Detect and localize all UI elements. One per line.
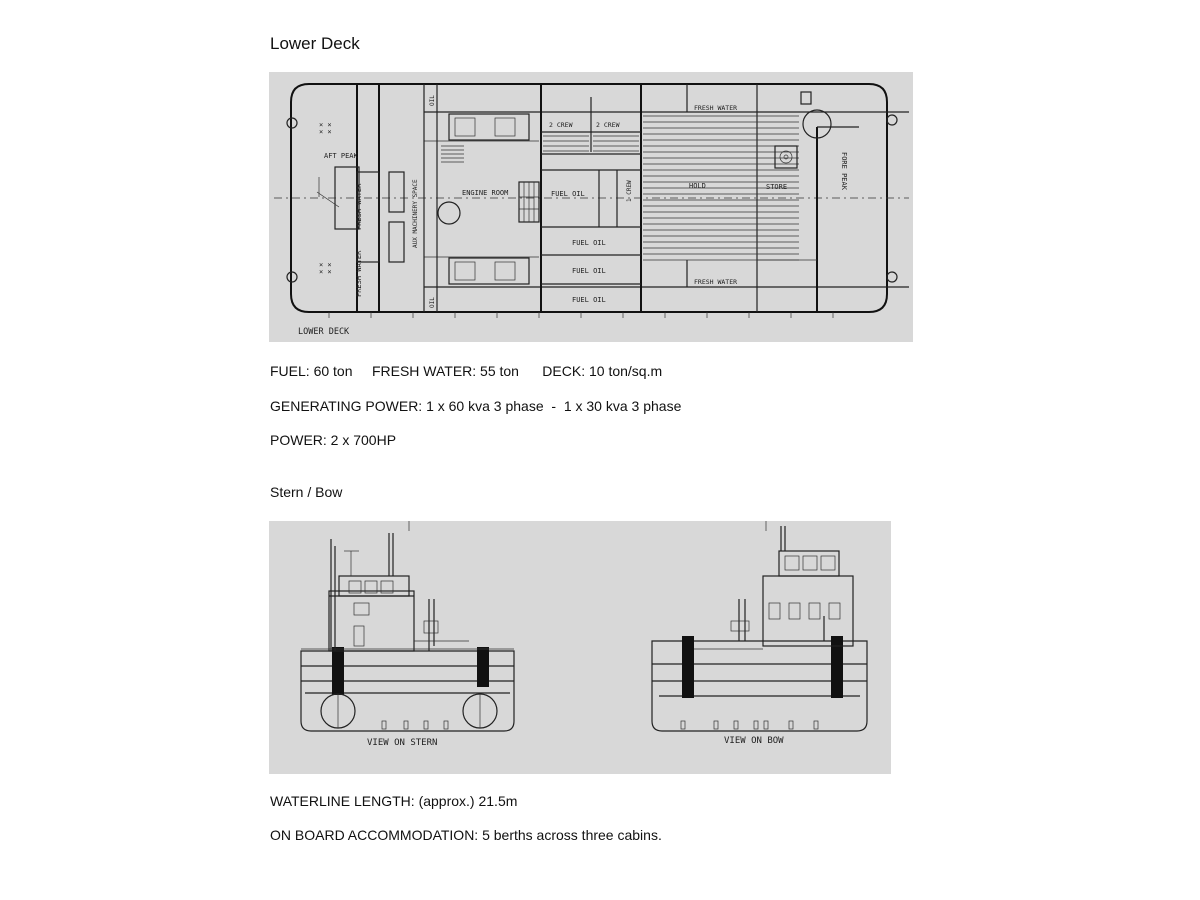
room-fresh-water-aft-1: FRESH WATER [355, 183, 363, 230]
room-fresh-water-aft-2: FRESH WATER [355, 250, 363, 297]
stern-bow-drawing [269, 521, 891, 774]
room-engine-room: ENGINE ROOM [462, 189, 509, 197]
onboard-accommodation: ON BOARD ACCOMMODATION: 5 berths across three cabins. [270, 827, 662, 843]
room-oil-2: OIL [429, 297, 436, 308]
stern-bow-title: Stern / Bow [270, 484, 343, 500]
stern-caption: VIEW ON STERN [367, 738, 438, 748]
spec-fuel-water-deck: FUEL: 60 ton FRESH WATER: 55 ton DECK: 10 ton/sq.m [270, 363, 663, 379]
spec-generating-power: GENERATING POWER: 1 x 60 kva 3 phase - 1 x 30 kva 3 phase [270, 398, 682, 414]
room-fuel-oil-1: FUEL OIL [551, 190, 585, 198]
lower-deck-title: Lower Deck [270, 34, 360, 53]
lower-deck-plan [269, 72, 913, 342]
room-oil-1: OIL [429, 95, 436, 106]
room-fresh-water-fwd-1: FRESH WATER [694, 104, 738, 112]
room-crew-3: 1 CREW [626, 180, 633, 202]
bow-caption: VIEW ON BOW [724, 736, 784, 746]
stern-view [301, 521, 514, 748]
svg-text:× ×: × × [319, 128, 332, 136]
room-aux-machinery: AUX MACHINERY SPACE [412, 179, 419, 248]
room-crew-1: 2 CREW [549, 121, 573, 129]
spec-power: POWER: 2 x 700HP [270, 432, 397, 448]
svg-text:× ×: × × [319, 268, 332, 276]
bow-view [652, 521, 867, 746]
svg-text:× ×: × × [319, 121, 332, 129]
stern-bow-elevations [269, 521, 891, 774]
svg-text:× ×: × × [319, 261, 332, 269]
room-aft-peak: AFT PEAK [324, 152, 358, 160]
room-store: STORE [766, 183, 788, 191]
lower-deck-plan-drawing [269, 72, 913, 342]
room-hold: HOLD [689, 182, 706, 190]
room-fuel-oil-3: FUEL OIL [572, 267, 606, 275]
room-fuel-oil-4: FUEL OIL [572, 296, 606, 304]
room-fuel-oil-2: FUEL OIL [572, 239, 606, 247]
waterline-length: WATERLINE LENGTH: (approx.) 21.5m [270, 793, 518, 809]
room-crew-2: 2 CREW [596, 121, 620, 129]
room-fore-peak: FORE PEAK [840, 152, 848, 190]
plan-caption: LOWER DECK [298, 327, 350, 337]
room-fresh-water-fwd-2: FRESH WATER [694, 278, 738, 286]
